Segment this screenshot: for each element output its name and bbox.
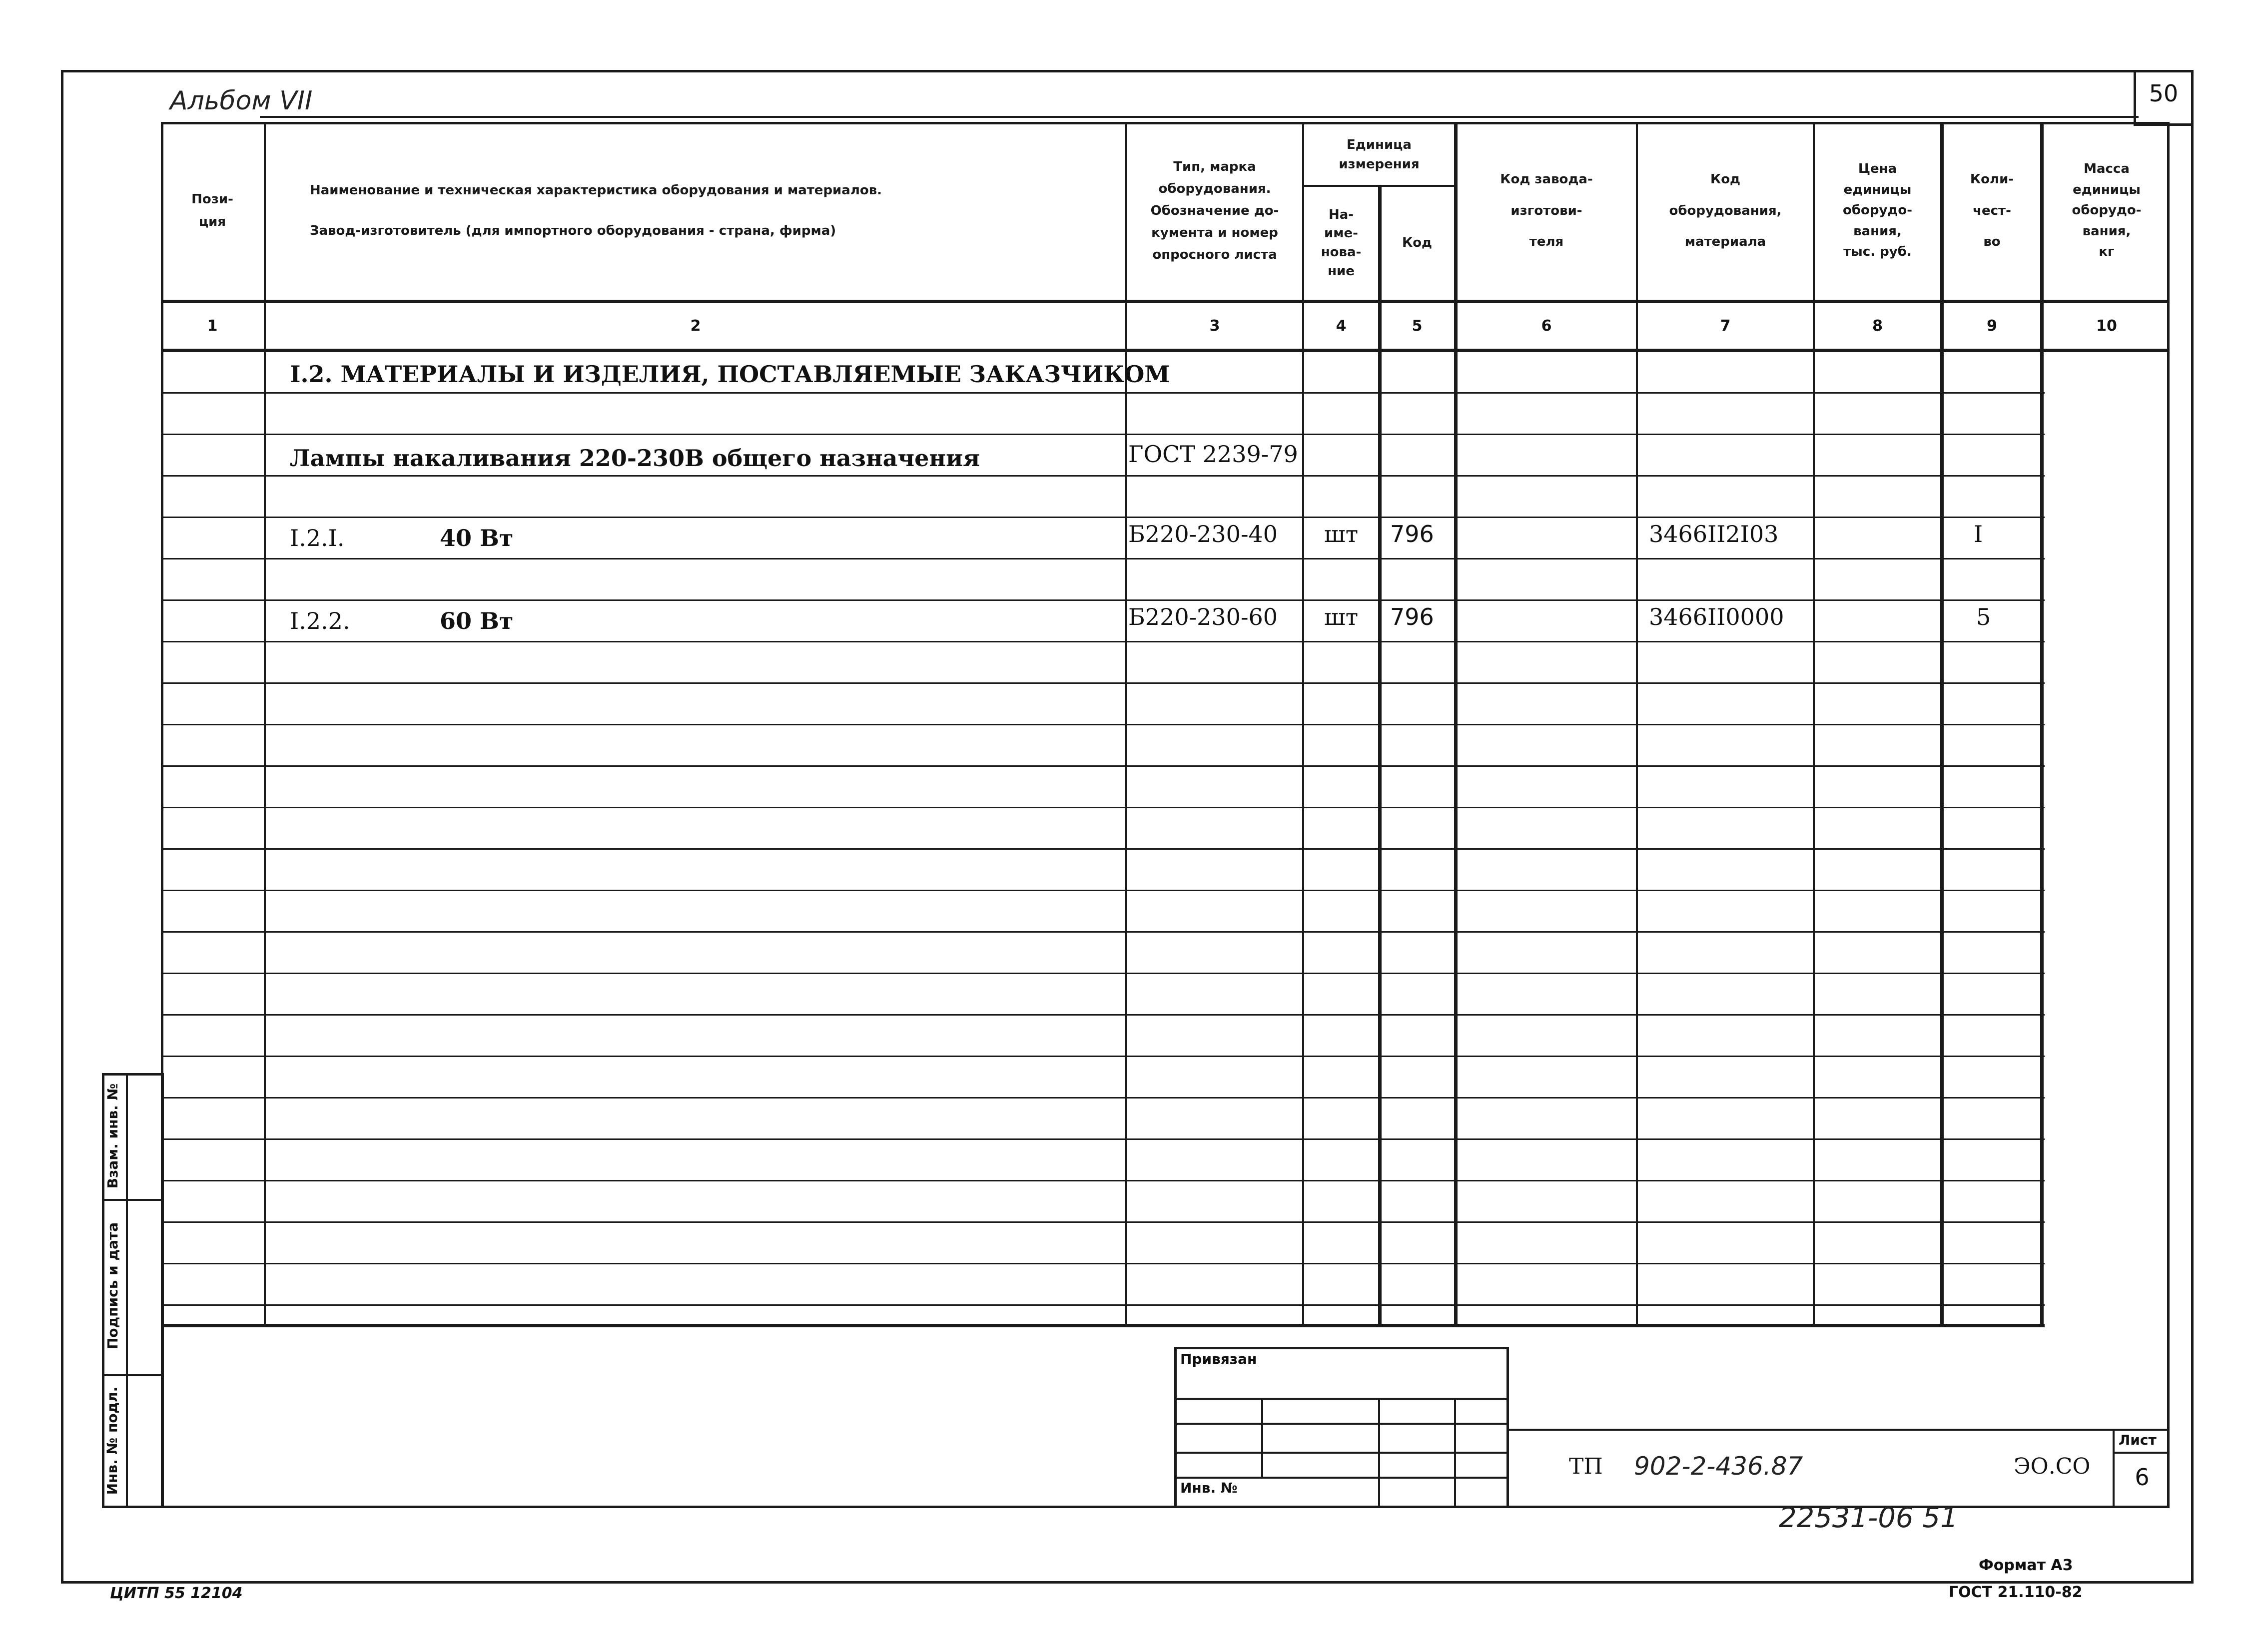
column-number: 2: [690, 317, 701, 335]
row-unit-code: 796: [1390, 603, 1434, 630]
sheet-line: [2113, 1452, 2170, 1454]
publisher-label: ЦИТП 55 12104: [110, 1585, 243, 1602]
header-unit-group: Единица измерения: [1339, 137, 1420, 172]
row-line: [161, 1221, 2045, 1223]
row-line: [161, 641, 2045, 642]
header-name: Наименование и техническая характеристика оборудования и материалов. Завод-изготовитель (для импортного оборудования - страна, фирма): [310, 183, 882, 238]
col-line: [1378, 185, 1382, 1326]
section-title: I.2. МАТЕРИАЛЫ И ИЗДЕЛИЯ, ПОСТАВЛЯЕМЫЕ ЗАКАЗЧИКОМ: [290, 361, 1170, 388]
gost-label: ГОСТ 21.110-82: [1949, 1584, 2083, 1601]
row-line: [161, 434, 2045, 435]
format-label: Формат А3: [1979, 1557, 2073, 1574]
header-factory-code: Код завода- изготови- теля: [1500, 172, 1593, 250]
row-position: I.2.2.: [290, 607, 350, 634]
row-line: [161, 682, 2045, 684]
project-prefix: ТП: [1569, 1454, 1603, 1479]
linked-divider: [1261, 1398, 1263, 1477]
column-number: 7: [1720, 317, 1731, 335]
row-line: [161, 558, 2045, 559]
page-number: 50: [2149, 80, 2179, 107]
header-equipment-code: Код оборудования, материала: [1669, 172, 1782, 250]
row-quantity: I: [1974, 521, 1983, 548]
header-price: Цена единицы оборудо- вания, тыс. руб.: [1842, 161, 1913, 260]
linked-label: Привязан: [1180, 1351, 1257, 1367]
row-line: [161, 724, 2045, 725]
row-line: [161, 1180, 2045, 1181]
linked-divider: [1378, 1398, 1380, 1508]
table-body-bottom-line: [161, 1324, 2045, 1327]
header-position: Пози- ция: [191, 191, 233, 229]
side-label-signature-date: Подпись и дата: [104, 1222, 121, 1350]
archive-number: 22531-06 51: [1779, 1502, 1958, 1534]
linked-divider: [1454, 1398, 1456, 1508]
column-number: 6: [1541, 317, 1552, 335]
album-underline: [260, 116, 2139, 118]
side-strip-divider: [126, 1073, 128, 1508]
row-line: [161, 475, 2045, 477]
album-label: Альбом VII: [170, 86, 313, 116]
sheet-label: Лист: [2119, 1432, 2157, 1448]
column-number: 8: [1872, 317, 1883, 335]
row-line: [161, 973, 2045, 974]
row-unit: шт: [1324, 603, 1359, 630]
column-number: 9: [1987, 317, 1997, 335]
row-type: Б220-230-40: [1128, 521, 1278, 548]
row-name: 60 Вт: [440, 607, 514, 634]
row-line: [161, 517, 2045, 518]
column-number: 3: [1209, 317, 1220, 335]
row-unit-code: 796: [1390, 521, 1434, 548]
row-line: [161, 1014, 2045, 1016]
header-unit-code: Код: [1402, 235, 1433, 251]
row-type: Б220-230-60: [1128, 603, 1278, 630]
row-line: [161, 1097, 2045, 1099]
row-line: [161, 807, 2045, 808]
header-quantity: Коли- чест- во: [1970, 172, 2014, 250]
side-label-original-inv: Инв. № подл.: [104, 1386, 120, 1495]
row-line: [161, 392, 2045, 394]
row-type: ГОСТ 2239-79: [1128, 441, 1298, 468]
row-line: [161, 890, 2045, 891]
column-number: 4: [1336, 317, 1347, 335]
header-mass: Масса единицы оборудо- вания, кг: [2072, 161, 2142, 260]
header-unit-name: На- име- нова- ние: [1321, 207, 1362, 279]
row-name: 40 Вт: [440, 525, 514, 551]
sheet-number: 6: [2135, 1464, 2150, 1491]
row-line: [161, 1304, 2045, 1306]
row-line: [161, 1263, 2045, 1264]
section-code: ЭО.СО: [2014, 1454, 2091, 1479]
row-line: [161, 848, 2045, 850]
column-number: 5: [1412, 317, 1423, 335]
column-number: 10: [2096, 317, 2117, 335]
linked-line: [1174, 1423, 1509, 1425]
row-quantity: 5: [1976, 603, 1991, 630]
row-position: I.2.I.: [290, 525, 345, 551]
column-number: 1: [207, 317, 218, 335]
linked-line: [1174, 1398, 1509, 1400]
row-equipment-code: 3466II2I03: [1649, 521, 1779, 548]
row-line: [161, 1138, 2045, 1140]
row-line: [161, 931, 2045, 933]
row-unit: шт: [1324, 521, 1359, 548]
row-name: Лампы накаливания 220-230В общего назначения: [290, 445, 980, 472]
linked-line: [1174, 1477, 1509, 1479]
row-line: [161, 765, 2045, 767]
row-line: [161, 1056, 2045, 1057]
title-block-line: [1508, 1429, 2170, 1431]
inv-label: Инв. №: [1180, 1480, 1238, 1496]
side-label-replacement-inv: Взам. инв. №: [104, 1083, 121, 1189]
project-number: 902-2-436.87: [1634, 1452, 1803, 1481]
row-line: [161, 599, 2045, 601]
row-equipment-code: 3466II0000: [1649, 603, 1784, 630]
linked-line: [1174, 1452, 1509, 1454]
header-type: Тип, марка оборудования. Обозначение до- кумента и номер опросного листа: [1150, 159, 1279, 263]
